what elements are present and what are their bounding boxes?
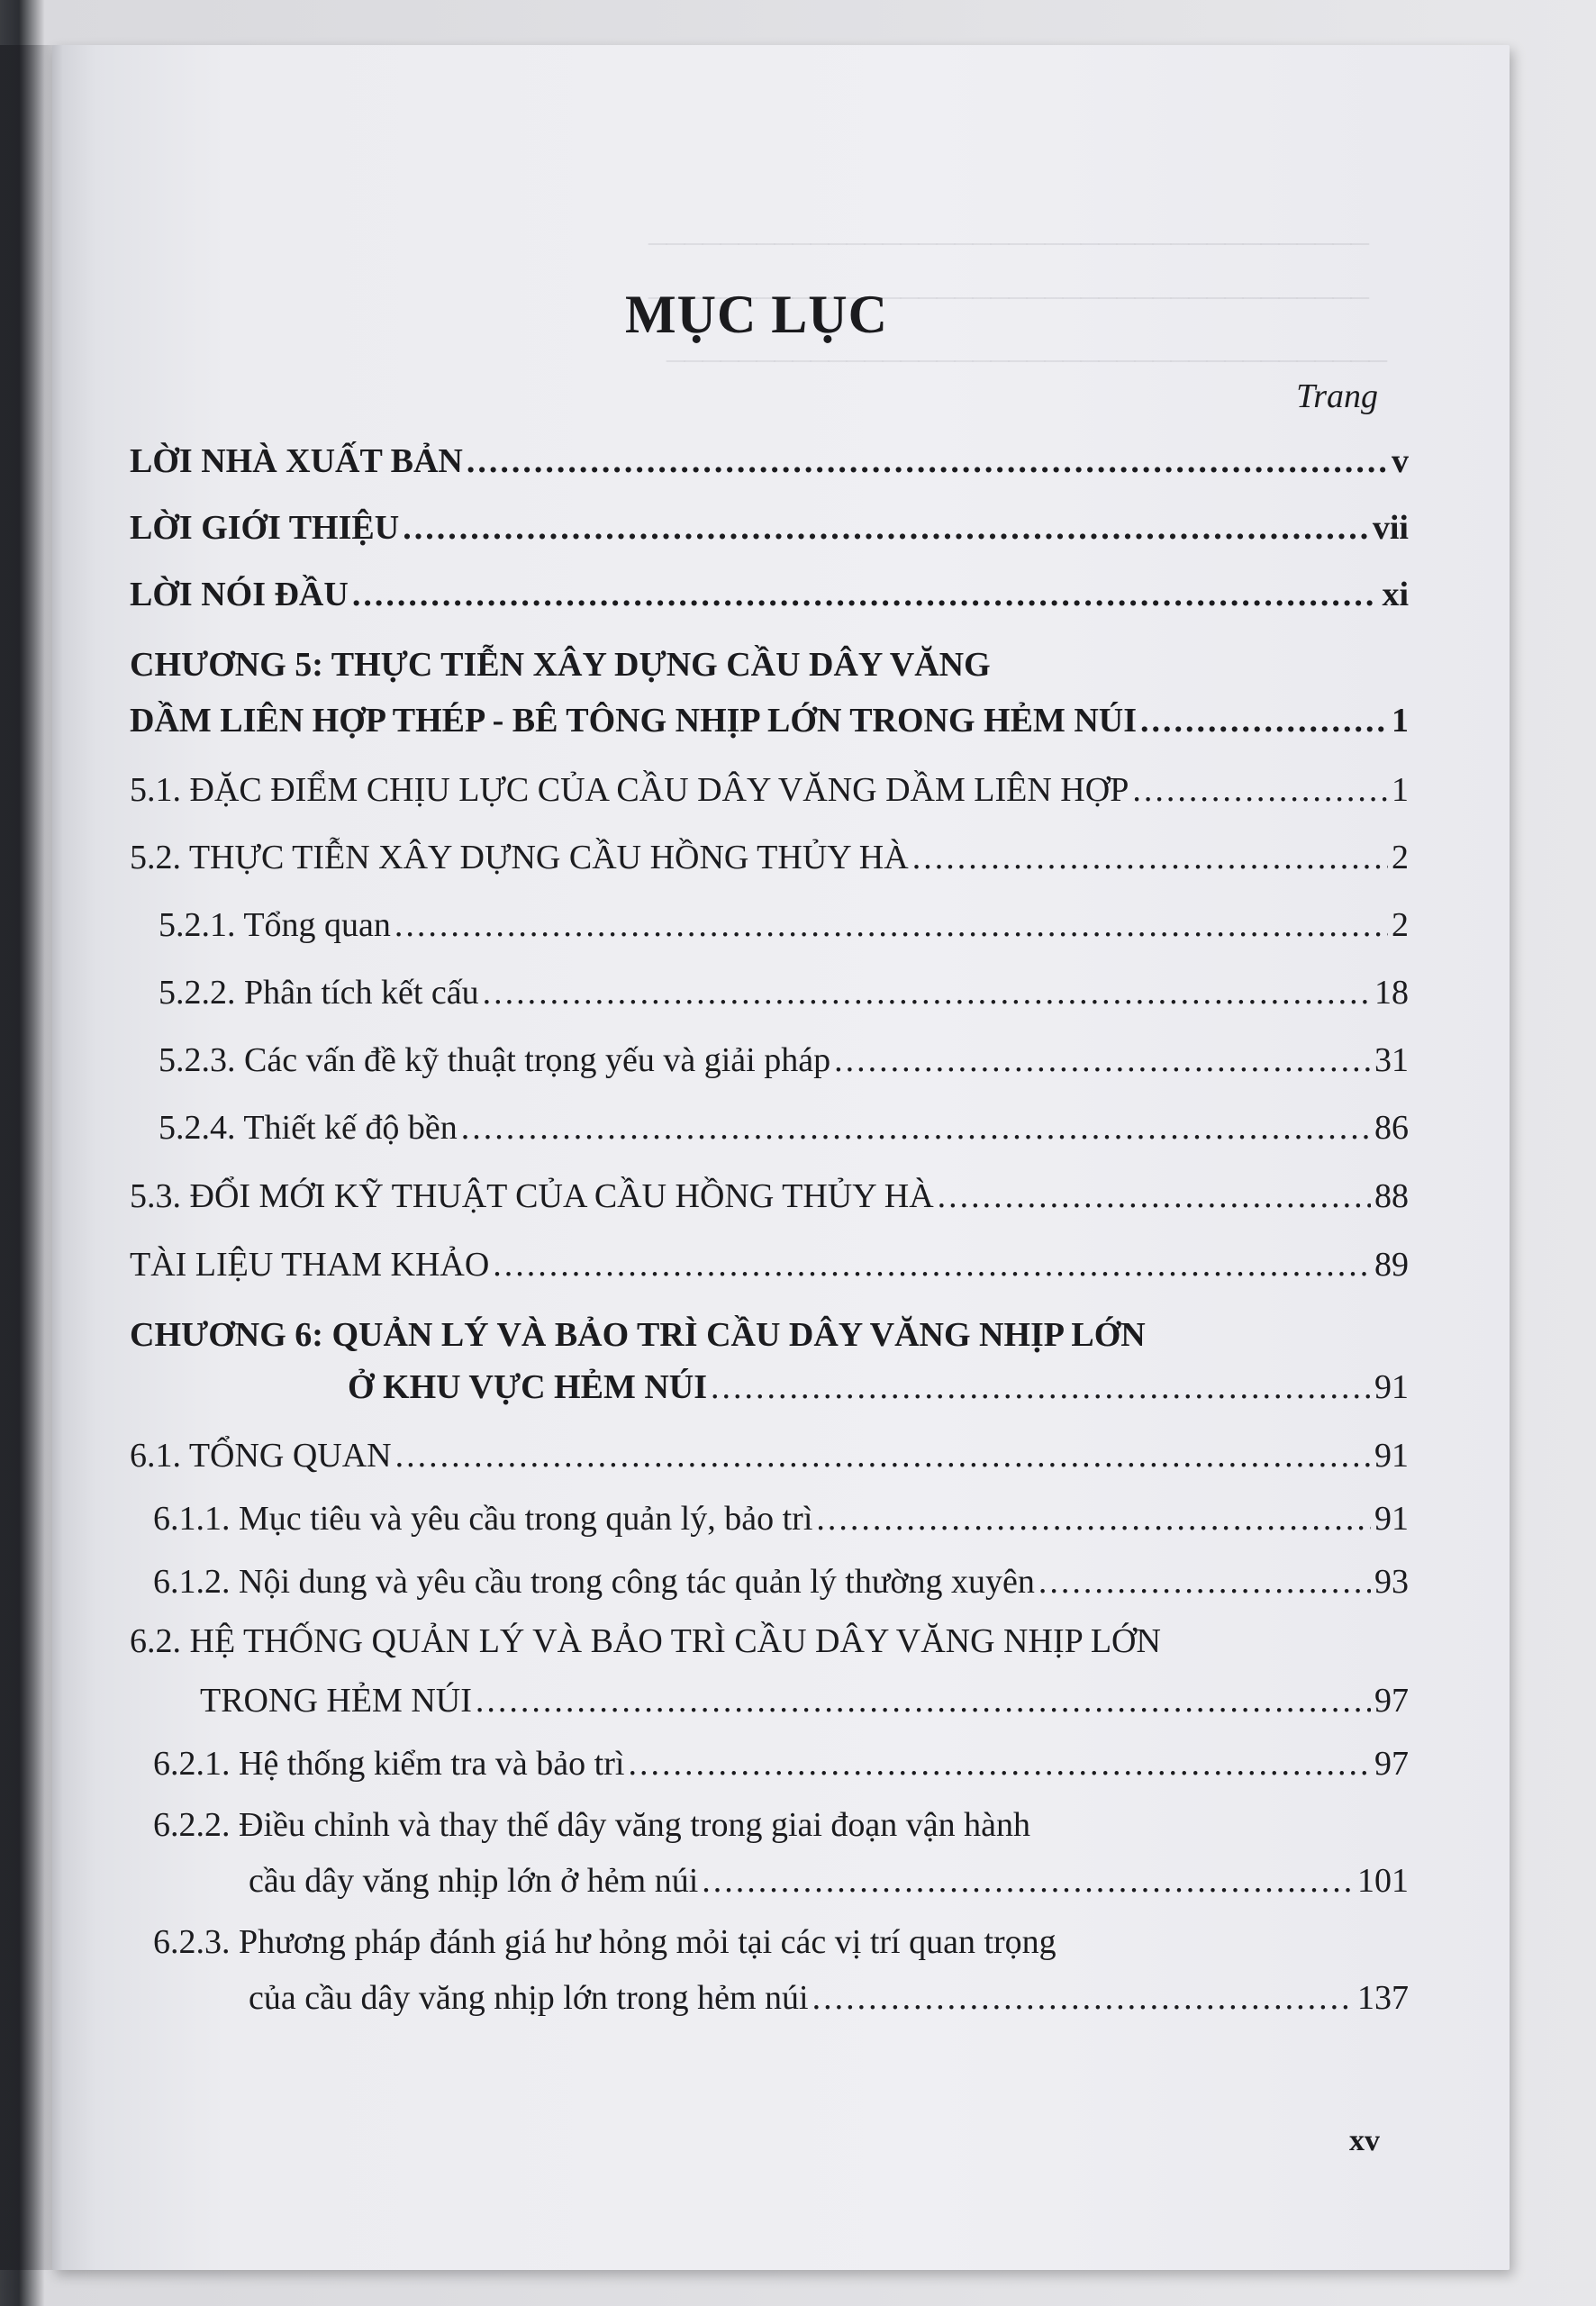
toc-entry-label: cầu dây văng nhịp lớn ở hẻm núi — [249, 1862, 699, 1900]
toc-entry[interactable] — [130, 1245, 1409, 1285]
toc-entry-label: 6.1.2. Nội dung và yêu cầu trong công tác quản lý thường xuyên — [153, 1563, 1035, 1601]
chapter-heading-line: CHƯƠNG 6: QUẢN LÝ VÀ BẢO TRÌ CẦU DÂY VĂNG NHỊP LỚN — [130, 1316, 1146, 1354]
dot-leader — [352, 575, 1379, 614]
toc-entry[interactable] — [249, 1861, 1409, 1901]
toc-entry-label: 6.1. TỔNG QUAN — [130, 1437, 392, 1475]
toc-entry-page: 2 — [1392, 906, 1409, 944]
toc-entry-label: 5.2.4. Thiết kế độ bền — [159, 1109, 458, 1147]
toc-entry-page: 97 — [1374, 1682, 1409, 1720]
toc-entry[interactable] — [153, 1744, 1409, 1784]
dot-leader — [1132, 770, 1388, 810]
dot-leader — [461, 1108, 1371, 1148]
toc-entry-label: LỜI NÓI ĐẦU — [130, 576, 349, 613]
dot-leader — [834, 1040, 1371, 1080]
dot-leader — [403, 508, 1369, 548]
toc-entry-page: 1 — [1392, 771, 1409, 809]
dot-leader — [476, 1681, 1371, 1720]
dot-leader — [1140, 701, 1388, 740]
chapter-heading-line: CHƯƠNG 5: THỰC TIỄN XÂY DỰNG CẦU DÂY VĂNG — [130, 646, 991, 684]
toc-entry-page: 31 — [1374, 1041, 1409, 1079]
bleed-through-line: ________________________________________ — [648, 208, 1369, 249]
entry-first-line: 6.2.3. Phương pháp đánh giá hư hỏng mỏi tại các vị trí quan trọng — [153, 1923, 1056, 1961]
dot-leader — [812, 1978, 1354, 2018]
toc-entry[interactable] — [200, 1681, 1409, 1720]
toc-entry[interactable] — [130, 508, 1409, 548]
toc-entry-page: 137 — [1357, 1979, 1409, 2017]
bleed-through-line: ________________________________________ — [667, 325, 1387, 366]
toc-entry-page: 93 — [1374, 1563, 1409, 1601]
toc-entry-label: LỜI GIỚI THIỆU — [130, 509, 400, 547]
toc-entry-page: 1 — [1392, 702, 1409, 740]
toc-entry[interactable] — [159, 1040, 1409, 1080]
toc-entry-page: 89 — [1374, 1246, 1409, 1284]
dot-leader — [938, 1176, 1371, 1216]
toc-entry[interactable] — [130, 701, 1409, 740]
toc-entry[interactable] — [249, 1978, 1409, 2018]
spine-shadow — [0, 45, 63, 2270]
toc-entry-label: 5.2.3. Các vấn đề kỹ thuật trọng yếu và giải pháp — [159, 1041, 831, 1079]
toc-entry-label: TÀI LIỆU THAM KHẢO — [130, 1246, 490, 1284]
toc-entry-page: 91 — [1374, 1368, 1409, 1406]
toc-entry-label: LỜI NHÀ XUẤT BẢN — [130, 442, 463, 480]
toc-entry[interactable] — [348, 1367, 1409, 1407]
toc-entry-label: 5.3. ĐỔI MỚI KỸ THUẬT CỦA CẦU HỒNG THỦY HÀ — [130, 1177, 934, 1215]
page-number: xv — [1349, 2124, 1380, 2157]
toc-entry[interactable] — [130, 575, 1409, 614]
dot-leader — [467, 441, 1388, 481]
toc-entry-page: 91 — [1374, 1437, 1409, 1475]
toc-entry-label: DẦM LIÊN HỢP THÉP - BÊ TÔNG NHỊP LỚN TRONG HẺM NÚI — [130, 702, 1137, 740]
toc-entry-page: vii — [1372, 509, 1409, 547]
toc-entry-label: Ở KHU VỰC HẺM NÚI — [348, 1368, 707, 1406]
toc-entry-page: xi — [1382, 576, 1409, 613]
toc-entry[interactable] — [159, 973, 1409, 1012]
dot-leader — [628, 1744, 1371, 1784]
page-column-label: Trang — [1296, 377, 1378, 415]
toc-entry-label: TRONG HẺM NÚI — [200, 1682, 472, 1720]
dot-leader — [394, 905, 1388, 945]
toc-entry-label: 5.2.2. Phân tích kết cấu — [159, 974, 479, 1012]
toc-entry-page: 88 — [1374, 1177, 1409, 1215]
toc-entry-page: 101 — [1357, 1862, 1409, 1900]
toc-entry[interactable] — [130, 770, 1409, 810]
toc-entry[interactable] — [153, 1499, 1409, 1539]
toc-entry-label: 6.1.1. Mục tiêu và yêu cầu trong quản lý, bảo trì — [153, 1500, 813, 1538]
toc-entry-page: v — [1392, 442, 1409, 480]
toc-entry-page: 18 — [1374, 974, 1409, 1012]
toc-entry-label: của cầu dây văng nhịp lớn trong hẻm núi — [249, 1979, 809, 2017]
toc-entry-page: 91 — [1374, 1500, 1409, 1538]
toc-entry-label: 5.1. ĐẶC ĐIỂM CHỊU LỰC CỦA CẦU DÂY VĂNG DẦM LIÊN HỢP — [130, 771, 1129, 809]
toc-entry[interactable] — [130, 1176, 1409, 1216]
section-heading-line: 6.2. HỆ THỐNG QUẢN LÝ VÀ BẢO TRÌ CẦU DÂY VĂNG NHỊP LỚN — [130, 1622, 1161, 1660]
dot-leader — [912, 838, 1388, 877]
dot-leader — [816, 1499, 1371, 1539]
entry-first-line: 6.2.2. Điều chỉnh và thay thế dây văng trong giai đoạn vận hành — [153, 1806, 1031, 1844]
toc-entry[interactable] — [130, 441, 1409, 481]
dot-leader — [483, 973, 1371, 1012]
page-title: MỤC LỤC — [625, 285, 888, 344]
toc-entry[interactable] — [159, 905, 1409, 945]
toc-entry-label: 6.2.1. Hệ thống kiểm tra và bảo trì — [153, 1745, 625, 1783]
toc-entry[interactable] — [130, 838, 1409, 877]
dot-leader — [1038, 1562, 1371, 1602]
dot-leader — [395, 1436, 1371, 1475]
toc-entry[interactable] — [153, 1562, 1409, 1602]
bleed-through-line: ________________________________________ — [648, 262, 1369, 303]
toc-entry-label: 5.2.1. Tổng quan — [159, 906, 391, 944]
toc-entry-page: 86 — [1374, 1109, 1409, 1147]
toc-entry-label: 5.2. THỰC TIỄN XÂY DỰNG CẦU HỒNG THỦY HÀ — [130, 839, 909, 876]
dot-leader — [493, 1245, 1371, 1285]
dot-leader — [711, 1367, 1371, 1407]
toc-entry-page: 2 — [1392, 839, 1409, 876]
toc-entry-page: 97 — [1374, 1745, 1409, 1783]
toc-entry[interactable] — [159, 1108, 1409, 1148]
dot-leader — [702, 1861, 1354, 1901]
toc-entry[interactable] — [130, 1436, 1409, 1475]
